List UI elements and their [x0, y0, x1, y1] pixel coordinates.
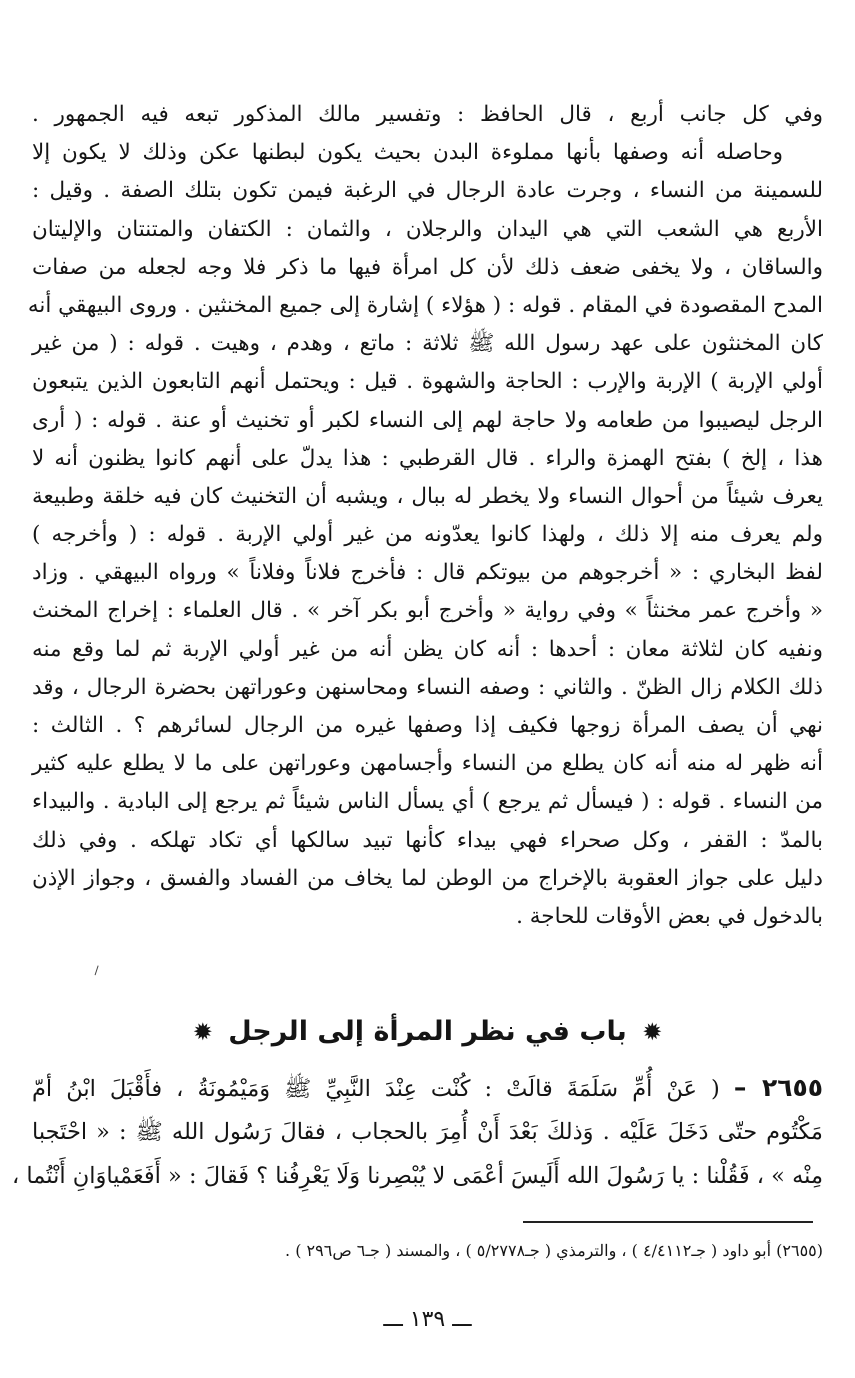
star-ornament-icon: ✹	[192, 1018, 213, 1046]
commentary-line-22: بالدخول في بعض الأوقات للحاجة .	[516, 903, 823, 929]
chapter-heading	[0, 1010, 855, 1054]
footnote: (٢٦٥٥) أبو داود ( جـ٤/٤١١٢ ) ، والترمذي ( جـ٥/٢٧٧٨ ) ، والمسند ( جـ٦ ص٢٩٦ ) .	[285, 1241, 823, 1260]
commentary-line-6: المدح المقصودة في المقام . قوله : ( هؤلاء ) إشارة إلى جميع المخنثين . وروى البيهقي أنه	[27, 292, 823, 318]
commentary-text	[27, 96, 823, 936]
commentary-line-17: نهي أن يصف المرأة زوجها فكيف إذا وصفها غيره من الرجال لسائرهم ؟ . الثالث :	[32, 713, 823, 738]
hadith-line-3: مِنْه » ، فَقُلْنا : يا رَسُولَ الله أَلَيسَ أعْمَى لا يُبْصِرنا وَلَا يَعْرِفُنا ؟ فَقالَ : « أَفَعَمْياوَانِ أَنْتُما ،	[12, 1163, 823, 1189]
commentary-line-3: للسمينة من النساء ، وجرت عادة الرجال في الرغبة فيمن تكون بتلك الصفة . وقيل :	[32, 178, 823, 204]
commentary-line-16: ذلك الكلام زال الظنّ . والثاني : وصفه النساء ومحاسنهن وعوراتهن بحضرة الرجال ، وقد	[32, 674, 823, 700]
commentary-line-4: الأربع هي الشعب التي هي اليدان والرجلان ، والثمان : الكتفان والمتنتان والإليتان	[32, 216, 823, 242]
chapter-title: باب في نظر المرأة إلى الرجل	[228, 1016, 627, 1047]
commentary-line-9: الرجل ليصيبوا من طعامه ولا حاجة لهم إلى النساء لكبر أو تخنيث أو عنة . قوله : ( أرى	[32, 407, 823, 433]
commentary-line-21: دليل على جواز العقوبة بالإخراج من الوطن لما يخاف من الفساد والفسق ، وجواز الإذن	[32, 865, 823, 891]
commentary-line-18: أنه ظهر له منه أنه كان يطلع من النساء وأجسامهن وعوراتهن على ما لا يطلع عليه كثير	[32, 751, 823, 777]
commentary-line-19: من النساء . قوله : ( فيسأل ثم يرجع ) أي يسأل الناس شيئاً ثم يرجع إلى البادية . والبيداء	[32, 789, 823, 815]
hadith-line-1	[32, 1066, 823, 1110]
commentary-line-10: هذا ، إلخ ) بفتح الهمزة والراء . قال القرطبي : هذا يدلّ على أنهم كانوا يظنون أنه لا	[32, 445, 823, 471]
commentary-line-15: ونفيه كان لثلاثة معان : أحدها : أنه كان يظن أنه من غير أولي الإربة ثم لما وقع منه	[32, 636, 823, 662]
stray-pen-mark	[95, 965, 103, 976]
commentary-line-13: لفظ البخاري : « أخرجوهم من بيوتكم قال : فأخرج فلاناً وفلاناً » ورواه البيهقي . وزاد	[32, 560, 823, 586]
commentary-line-7: كان المخنثون على عهد رسول الله ﷺ ثلاثة : ماتع ، وهدم ، وهيت . قوله : ( من غير	[32, 331, 823, 357]
commentary-line-20: بالمدّ : القفر ، وكل صحراء فهي بيداء كأنها تبيد سالكها أي تكاد تهلكه . وفي ذلك	[32, 827, 823, 853]
commentary-line-2: وحاصله أنه وصفها بأنها مملوءة البدن بحيث يكون لبطنها عكن وذلك لا يكون إلا	[32, 140, 783, 166]
footnote-divider	[523, 1221, 813, 1223]
commentary-line-11: يعرف شيئاً من أحوال النساء ولا يخطر له ببال ، ويشبه أن التخنيث كان فيه خلقة وطبيعة	[32, 483, 823, 509]
star-ornament-icon: ✹	[642, 1018, 663, 1046]
hadith-number: ٢٦٥٥ –	[733, 1073, 823, 1102]
commentary-line-5: والساقان ، ولا يخفى ضعف ذلك لأن كل امرأة فيها ما ذكر فلا وجه لجعله من صفات	[32, 254, 823, 280]
hadith-text	[12, 1066, 823, 1198]
commentary-line-8: أولي الإربة ) الإربة والإرب : الحاجة والشهوة . قيل : ويحتمل أنهم التابعون الذين يتبعون	[32, 369, 823, 395]
hadith-line-2: مَكْتُوم حتّى دَخَلَ عَلَيْه . وَذلكَ بَعْدَ أَنْ أُمِرَ بالحجاب ، فقالَ رَسُول الله ﷺ : « احْتَجبا	[32, 1119, 823, 1145]
commentary-line-12: ولم يعرف منه إلا ذلك ، ولهذا كانوا يعدّونه من غير أولي الإربة . قوله : ( وأخرجه )	[32, 522, 823, 548]
commentary-line-14: « وأخرج عمر مخنثاً » وفي رواية « وأخرج أبو بكر آخر » . قال العلماء : إخراج المخنث	[32, 598, 823, 624]
page-number: ـــ ١٣٩ ـــ	[383, 1307, 472, 1332]
hadith-line-1-text: ( عَنْ أُمِّ سَلَمَةَ قالَتْ : كُنْت عِنْدَ النَّبِيِّ ﷺ وَمَيْمُونَةُ ، فأَقْبَلَ ابْنُ أمّ	[32, 1076, 720, 1102]
commentary-line-1: وفي كل جانب أربع ، قال الحافظ : وتفسير مالك المذكور تبعه فيه الجمهور .	[32, 102, 823, 127]
